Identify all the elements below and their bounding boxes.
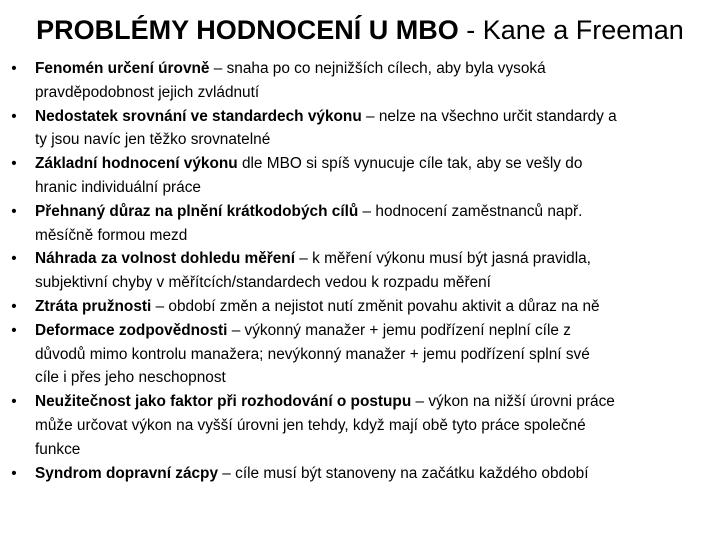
bullet-icon: • [11, 107, 17, 125]
item-line: měsíčně formou mezd [35, 226, 188, 244]
item-text: – k měření výkonu musí být jasná pravidla, [294, 250, 591, 268]
item-text: – nelze na všechno určit standardy a [361, 107, 617, 125]
slide-title [0, 12, 720, 48]
item-text: – hodnocení zaměstnanců např. [358, 202, 583, 220]
item-line [35, 200, 716, 224]
item-line [35, 295, 716, 319]
list-item [0, 462, 720, 486]
item-line: důvodů mimo kontrolu manažera; nevýkonný manažer + jemu podřízení splní své [35, 345, 590, 363]
item-text: – snaha po co nejnižších cílech, aby byla vysoká [209, 60, 546, 77]
list-item [0, 390, 720, 461]
item-text: – období změn a nejistot nutí změnit povahu aktivit a důraz na ně [151, 297, 600, 315]
bullet-list [0, 57, 720, 485]
item-text: dle MBO si spíš vynucuje cíle tak, aby se vešly do [237, 155, 583, 173]
item-line [35, 247, 716, 271]
list-item [0, 57, 720, 105]
bullet-icon: • [11, 321, 17, 339]
item-text: – výkon na nižší úrovni práce [411, 393, 615, 411]
bullet-icon: • [11, 60, 17, 77]
item-line: pravděpodobnost jejich zvládnutí [35, 83, 260, 101]
bullet-icon: • [11, 393, 17, 411]
list-item [0, 247, 720, 295]
bullet-icon: • [11, 464, 17, 482]
item-heading: Ztráta pružnosti [35, 297, 152, 315]
item-line [35, 105, 716, 129]
list-item [0, 319, 720, 390]
list-item [0, 105, 720, 153]
title-authors: - Kane a Freeman [458, 15, 684, 45]
list-item [0, 152, 720, 200]
item-text: – cíle musí být stanoveny na začátku každého období [218, 464, 589, 482]
item-line [35, 319, 716, 343]
item-text: – výkonný manažer + jemu podřízení neplní cíle z [227, 321, 571, 339]
list-item [0, 295, 720, 319]
item-heading: Neužitečnost jako faktor při rozhodování o postupu [35, 393, 412, 411]
item-heading: Deformace zodpovědnosti [35, 321, 228, 339]
item-heading: Náhrada za volnost dohledu měření [35, 250, 295, 268]
list-item [0, 200, 720, 248]
item-line: funkce [35, 440, 81, 458]
item-line [35, 57, 716, 81]
item-line [35, 390, 716, 414]
item-line: může určovat výkon na vyšší úrovni jen tehdy, když mají obě tyto práce společné [35, 416, 586, 434]
item-line: subjektivní chyby v měřítcích/standardech vedou k rozpadu měření [35, 274, 491, 292]
item-heading: Přehnaný důraz na plnění krátkodobých cílů [35, 202, 359, 220]
item-line [35, 152, 716, 176]
item-heading: Základní hodnocení výkonu [35, 155, 238, 173]
item-heading: Fenomén určení úrovně [35, 60, 210, 77]
title-main: PROBLÉMY HODNOCENÍ U MBO [36, 15, 459, 45]
bullet-icon: • [11, 250, 17, 268]
item-line: cíle i přes jeho neschopnost [35, 369, 226, 387]
bullet-icon: • [11, 202, 17, 220]
bullet-icon: • [11, 297, 17, 315]
bullet-icon: • [11, 155, 17, 173]
item-heading: Syndrom dopravní zácpy [35, 464, 219, 482]
item-line [35, 462, 716, 486]
item-line: ty jsou navíc jen těžko srovnatelné [35, 131, 271, 149]
item-heading: Nedostatek srovnání ve standardech výkonu [35, 107, 362, 125]
item-line: hranic individuální práce [35, 178, 201, 196]
